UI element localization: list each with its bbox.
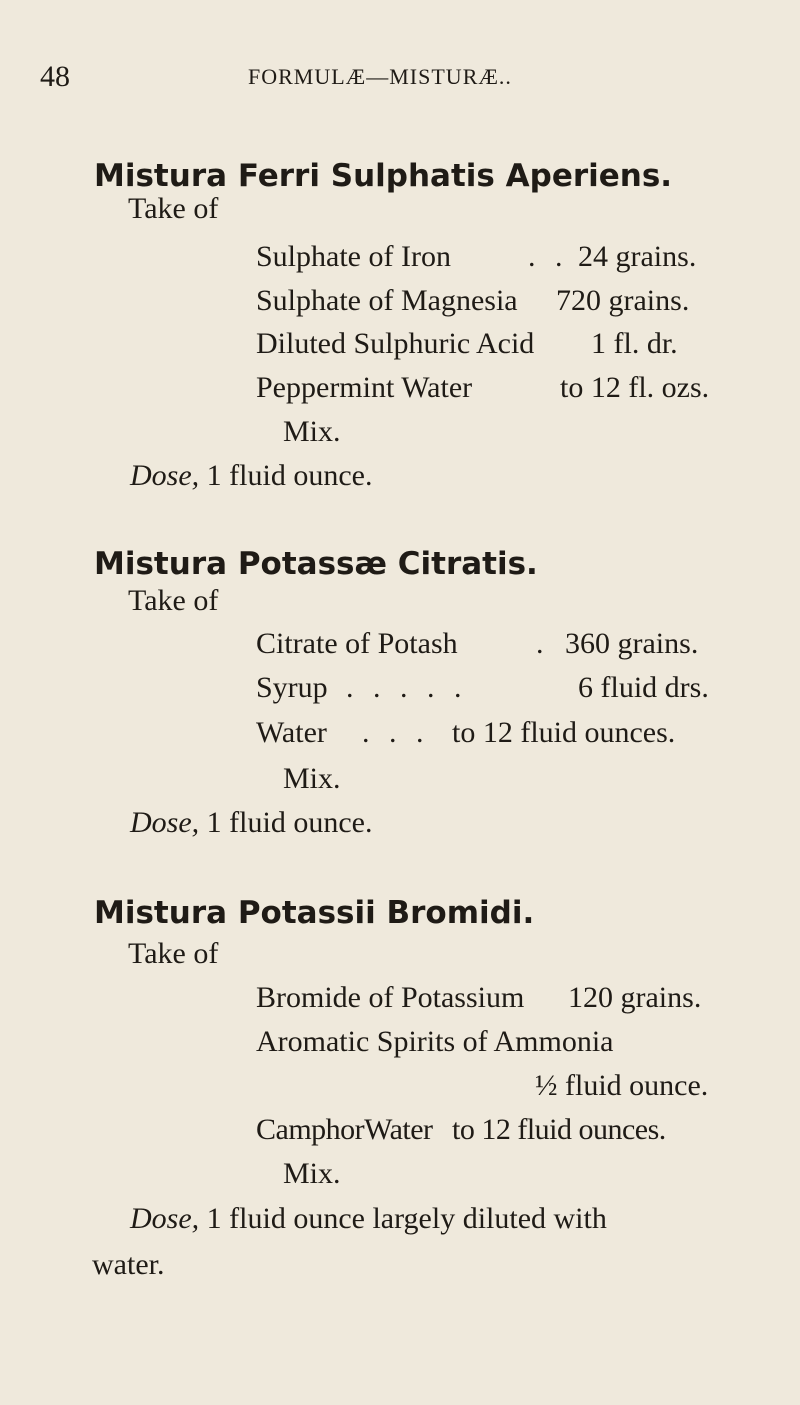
- take-of-label: Take of: [128, 584, 219, 617]
- dot-leader: . . . . .: [346, 671, 468, 704]
- mix-instruction: Mix.: [283, 415, 341, 448]
- dose-line: [130, 459, 372, 493]
- dose-line: [130, 806, 372, 840]
- dose-label: Dose,: [130, 1202, 200, 1235]
- formula-title: Mistura Potassii Bromidi.: [94, 895, 535, 931]
- formula-title: Mistura Potassæ Citratis.: [94, 546, 538, 582]
- ingredient-name: CamphorWater: [256, 1113, 433, 1146]
- dose-line: [130, 1202, 607, 1236]
- ingredient-name: Bromide of Potassium: [256, 981, 525, 1014]
- dose-label: Dose,: [130, 459, 200, 492]
- ingredient-quantity: 120 grains.: [568, 981, 702, 1014]
- ingredient-name: Aromatic Spirits of Ammonia: [256, 1025, 614, 1058]
- dose-text: 1 fluid ounce.: [206, 806, 373, 839]
- take-of-label: Take of: [128, 937, 219, 970]
- page-number: 48: [40, 60, 70, 93]
- ingredient-name: Sulphate of Magnesia: [256, 284, 518, 317]
- ingredient-quantity: to 12 fluid ounces.: [452, 1113, 666, 1146]
- ingredient-name: Peppermint Water: [256, 371, 473, 404]
- dose-text: 1 fluid ounce.: [206, 459, 373, 492]
- mix-instruction: Mix.: [283, 762, 341, 795]
- dot-leader: .: [536, 627, 544, 660]
- ingredient-quantity: 720 grains.: [556, 284, 690, 317]
- dose-text: 1 fluid ounce largely diluted with: [206, 1202, 607, 1235]
- dot-leader: . .: [528, 240, 569, 273]
- ingredient-quantity: to 12 fluid ounces.: [452, 716, 676, 749]
- running-head: [40, 60, 760, 100]
- formula-title: Mistura Ferri Sulphatis Aperiens.: [94, 158, 673, 194]
- ingredient-quantity: 360 grains.: [565, 627, 699, 660]
- take-of-label: Take of: [128, 192, 219, 225]
- ingredient-quantity: to 12 fl. ozs.: [560, 371, 710, 404]
- ingredient-quantity: ½ fluid ounce.: [535, 1069, 709, 1102]
- ingredient-name: Diluted Sulphuric Acid: [256, 327, 535, 360]
- ingredient-quantity: 24 grains.: [578, 240, 697, 273]
- ingredient-name: Water: [256, 716, 327, 749]
- dot-leader: . . .: [362, 716, 430, 749]
- dose-label: Dose,: [130, 806, 200, 839]
- ingredient-quantity: 6 fluid drs.: [578, 671, 709, 704]
- dose-continuation: water.: [92, 1248, 165, 1281]
- running-head-title: FORMULÆ—MISTURÆ..: [248, 64, 512, 89]
- ingredient-name: Citrate of Potash: [256, 627, 458, 660]
- ingredient-name: Sulphate of Iron: [256, 240, 451, 273]
- ingredient-quantity: 1 fl. dr.: [591, 327, 678, 360]
- mix-instruction: Mix.: [283, 1157, 341, 1190]
- ingredient-name: Syrup: [256, 671, 328, 704]
